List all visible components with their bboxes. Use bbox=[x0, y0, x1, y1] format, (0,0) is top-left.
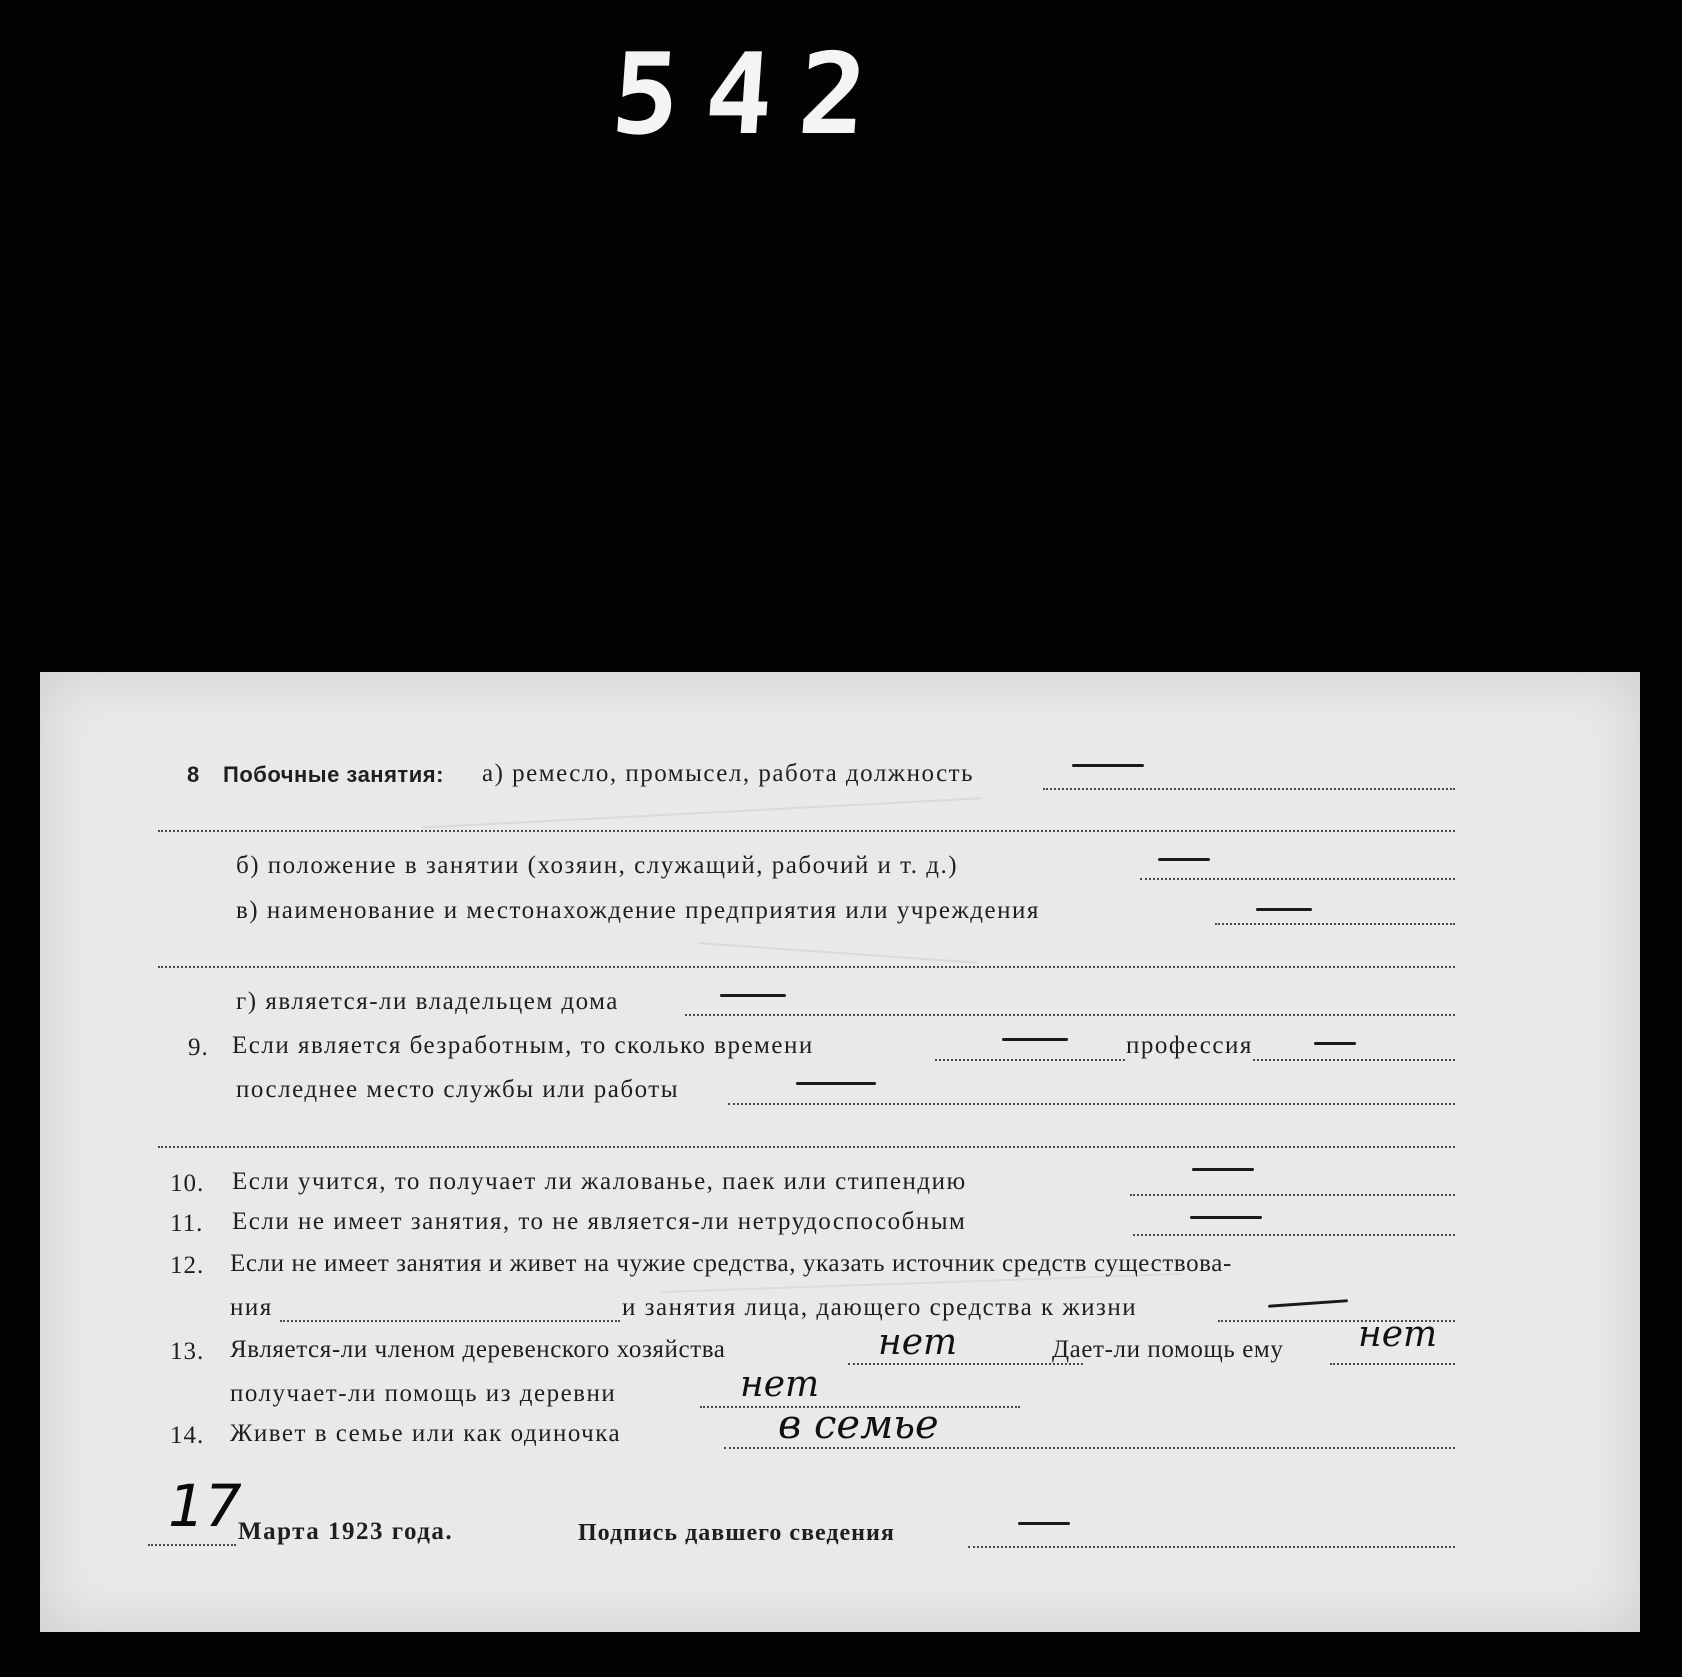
q8-v-line2 bbox=[158, 966, 1455, 968]
q13-help-label: Дает-ли помощь ему bbox=[1052, 1336, 1284, 1363]
q9-time-dash bbox=[1002, 1038, 1068, 1041]
q10-line bbox=[1130, 1194, 1455, 1196]
q13-answer2-line bbox=[1330, 1363, 1455, 1365]
q8-v-dash bbox=[1256, 908, 1312, 911]
q9-last-place-line bbox=[728, 1103, 1455, 1105]
q8-a-line bbox=[1043, 788, 1455, 790]
census-form-card bbox=[40, 672, 1640, 1632]
q11-line bbox=[1133, 1234, 1455, 1236]
q12-label-end: и занятия лица, дающего средства к жизни bbox=[622, 1294, 1138, 1321]
q9-time-line bbox=[935, 1059, 1125, 1061]
q9-line2 bbox=[158, 1146, 1455, 1148]
q13-answer2: нет bbox=[1358, 1314, 1438, 1355]
q14-number: 14. bbox=[170, 1422, 205, 1449]
date-text: Марта 1923 года. bbox=[238, 1518, 454, 1545]
q8-b-dash bbox=[1158, 858, 1210, 861]
q14-answer: в семье bbox=[778, 1402, 939, 1448]
q8-g-line bbox=[685, 1014, 1455, 1016]
signature-line bbox=[968, 1546, 1455, 1548]
q13-label: Является-ли членом деревенского хозяйства bbox=[230, 1336, 726, 1363]
q11-dash bbox=[1190, 1216, 1262, 1219]
q8-v-label: в) наименование и местонахождение предприятия или учреждения bbox=[236, 897, 1040, 924]
q13-answer1-line bbox=[848, 1363, 1083, 1365]
q12-source-line bbox=[280, 1320, 620, 1322]
q13-answer1: нет bbox=[878, 1322, 958, 1363]
q9-profession-line bbox=[1253, 1059, 1455, 1061]
q8-b-line bbox=[1140, 878, 1455, 880]
q11-label: Если не имеет занятия, то не является-ли нетрудоспособным bbox=[232, 1208, 967, 1235]
q8-a-line2 bbox=[158, 830, 1455, 832]
q8-g-label: г) является-ли владельцем дома bbox=[236, 988, 619, 1015]
q9-number: 9. bbox=[188, 1034, 209, 1061]
q8-b-label: б) положение в занятии (хозяин, служащий, рабочий и т. д.) bbox=[236, 852, 959, 879]
q13-answer3: нет bbox=[740, 1364, 820, 1405]
q12-label: Если не имеет занятия и живет на чужие средства, указать источник средств существова- bbox=[230, 1250, 1232, 1277]
q8-g-dash bbox=[720, 994, 786, 997]
q13-receives-label: получает-ли помощь из деревни bbox=[230, 1380, 617, 1407]
q9-label: Если является безработным, то сколько времени bbox=[232, 1032, 814, 1059]
q9-last-place-dash bbox=[796, 1082, 876, 1085]
q9-profession-label: профессия bbox=[1126, 1032, 1253, 1059]
q8-title: Побочные занятия: bbox=[223, 762, 444, 787]
q8-a-label: а) ремесло, промысел, работа должность bbox=[482, 760, 974, 787]
q9-last-place-label: последнее место службы или работы bbox=[236, 1076, 680, 1103]
q12-label-cont: ния bbox=[230, 1294, 273, 1321]
q9-profession-dash bbox=[1314, 1042, 1356, 1045]
q10-dash bbox=[1192, 1168, 1254, 1171]
signature-label: Подпись давшего сведения bbox=[578, 1520, 895, 1546]
frame-number: 542 bbox=[607, 30, 897, 160]
date-day-line bbox=[148, 1544, 236, 1546]
q10-label: Если учится, то получает ли жалованье, паек или стипендию bbox=[232, 1168, 967, 1195]
signature-dash bbox=[1018, 1522, 1070, 1525]
date-day: 17 bbox=[168, 1472, 242, 1540]
q8-a-dash bbox=[1072, 764, 1144, 767]
q11-number: 11. bbox=[170, 1210, 204, 1237]
q8-v-line bbox=[1215, 923, 1455, 925]
q12-number: 12. bbox=[170, 1252, 205, 1279]
q10-number: 10. bbox=[170, 1170, 205, 1197]
q12-dash bbox=[1268, 1299, 1348, 1308]
q8-number: 8 bbox=[187, 762, 201, 787]
q14-label: Живет в семье или как одиночка bbox=[230, 1420, 622, 1447]
q13-number: 13. bbox=[170, 1338, 205, 1365]
